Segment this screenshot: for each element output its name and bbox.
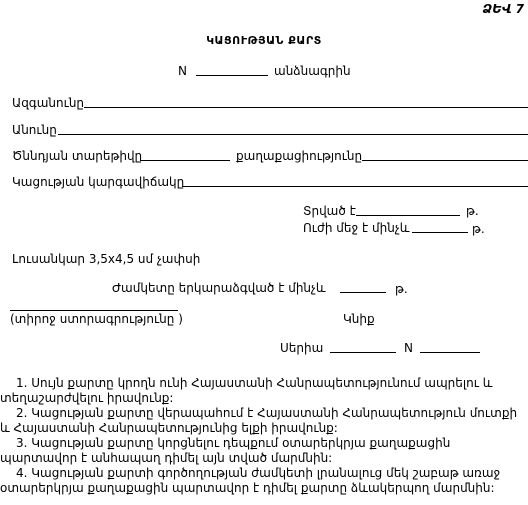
passport-number-prefix: N	[178, 64, 187, 78]
name-field[interactable]	[58, 134, 528, 135]
extended-year-suffix: թ.	[395, 282, 408, 296]
residence-status-field[interactable]	[182, 186, 528, 187]
valid-until-label: Ուժի մեջ է մինչև	[303, 221, 410, 235]
valid-until-field[interactable]	[412, 232, 468, 233]
extended-until-field[interactable]	[340, 292, 386, 293]
series-field[interactable]	[330, 352, 396, 353]
surname-field[interactable]	[84, 107, 528, 108]
note-item: 3. Կացության քարտը կորցնելու դեպքում օտարերկրյա քաղաքացին պարտավոր է անհապաղ դիմել այն տված մարմնին:	[0, 436, 451, 465]
extended-until-label: Ժամկետը երկարաձգված է մինչև	[112, 281, 326, 295]
series-number-field[interactable]	[420, 352, 480, 353]
notes-section	[0, 376, 528, 496]
residence-status-label: Կացության կարգավիճակը	[12, 175, 185, 189]
birth-date-field[interactable]	[140, 160, 230, 161]
issued-year-suffix: թ.	[466, 204, 479, 218]
signature-label: (տիրոջ ստորագրությունը )	[10, 312, 183, 326]
citizenship-label: քաղաքացիությունը	[236, 149, 363, 163]
name-label: Անունը	[12, 123, 57, 137]
note-item: 1. Սույն քարտը կրողն ունի Հայաստանի Հանրապետությունում ապրելու և տեղաշարժվելու իրավունք:	[0, 376, 493, 405]
series-number-label: N	[404, 341, 413, 355]
birth-date-label: Ծննդյան տարեթիվը	[12, 149, 143, 163]
issued-label: Տրված է	[303, 204, 356, 218]
note-item: 4. Կացության քարտի գործողության ժամկետի լրանալուց մեկ շաբաթ առաջ օտարերկրյա քաղաքացին պարտավոր է դիմել քարտը ձևակերպող մարմնին:	[0, 466, 501, 495]
passport-number-suffix: անձնագրին	[274, 64, 351, 78]
form-code: ՁԵՎ 7	[482, 2, 524, 16]
page-title: ԿԱՑՈՒԹՅԱՆ ՔԱՐՏ	[206, 34, 322, 47]
stamp-label: Կնիք	[343, 312, 375, 326]
signature-field[interactable]	[10, 310, 178, 311]
surname-label: Ազգանունը	[12, 96, 85, 110]
photo-size-note: Լուսանկար 3,5x4,5 սմ չափսի	[12, 252, 201, 266]
issued-date-field[interactable]	[356, 215, 460, 216]
series-label: Սերիա	[280, 341, 324, 355]
passport-number-field[interactable]	[196, 75, 268, 76]
note-item: 2. Կացության քարտը վերապահում է Հայաստանի Հանրապետություն մուտքի և Հայաստանի Հանրապետությունից ելքի իրավունք:	[0, 406, 518, 435]
valid-year-suffix: թ.	[472, 222, 485, 236]
citizenship-field[interactable]	[362, 160, 528, 161]
